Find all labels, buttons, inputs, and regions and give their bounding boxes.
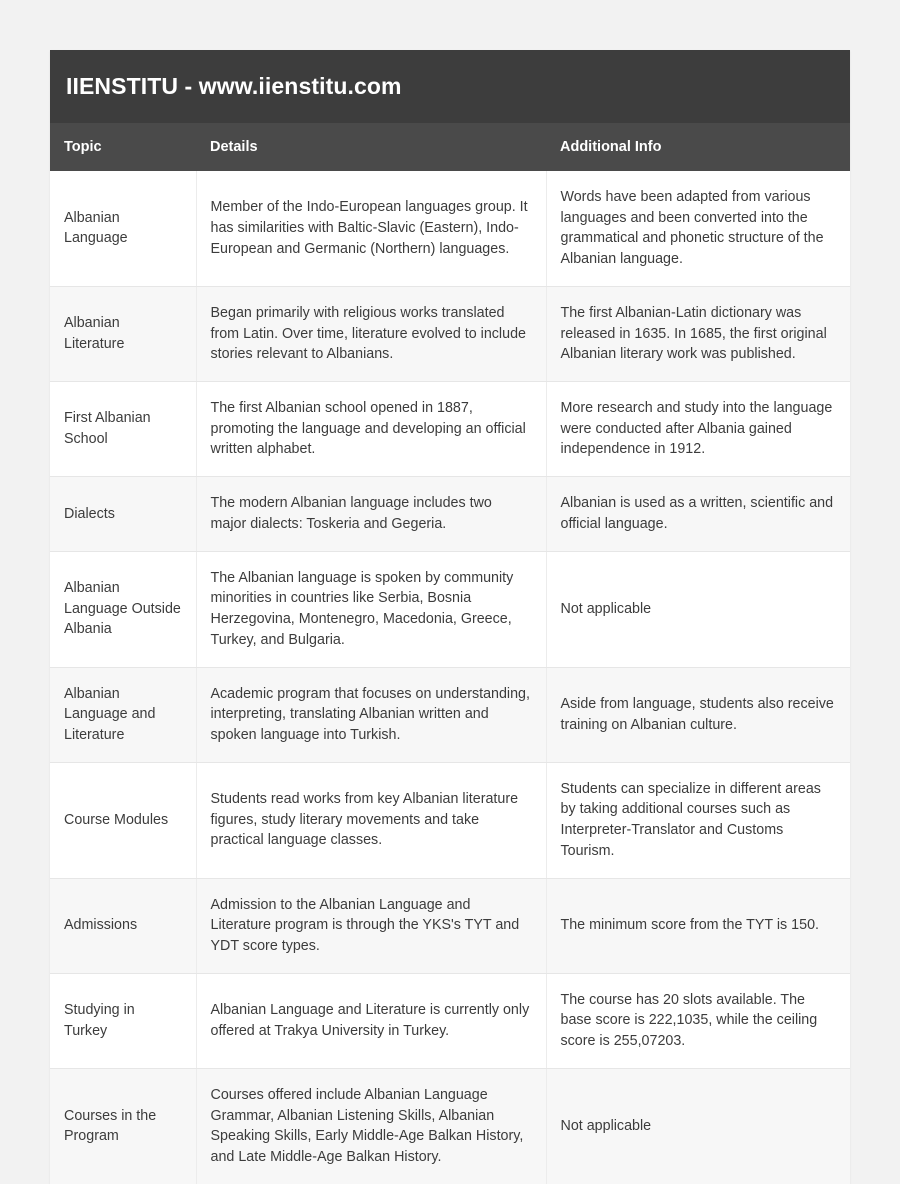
cell-additional-info: Students can specialize in different areas by taking additional courses such as Interpreter-Translator and Customs Tourism. bbox=[546, 762, 850, 878]
cell-additional-info: The course has 20 slots available. The base score is 222,1035, while the ceiling score is 255,07203. bbox=[546, 973, 850, 1068]
table-row bbox=[50, 286, 850, 381]
cell-additional-info: The minimum score from the TYT is 150. bbox=[546, 878, 850, 973]
info-card bbox=[50, 50, 850, 1184]
table-row bbox=[50, 551, 850, 667]
cell-topic: Courses in the Program bbox=[50, 1068, 196, 1183]
cell-details: The Albanian language is spoken by community minorities in countries like Serbia, Bosnia Herzegovina, Montenegro, Macedonia, Greece, Turkey, and Bulgaria. bbox=[196, 551, 546, 667]
cell-details: Member of the Indo-European languages group. It has similarities with Baltic-Slavic (Eastern), Indo-European and Germanic (Northern) languages. bbox=[196, 171, 546, 286]
cell-additional-info: Not applicable bbox=[546, 551, 850, 667]
table-row bbox=[50, 878, 850, 973]
cell-additional-info: Albanian is used as a written, scientific and official language. bbox=[546, 477, 850, 551]
cell-details: The first Albanian school opened in 1887, promoting the language and developing an official written alphabet. bbox=[196, 382, 546, 477]
table-row bbox=[50, 171, 850, 286]
table-row bbox=[50, 762, 850, 878]
cell-topic: Admissions bbox=[50, 878, 196, 973]
cell-additional-info: Aside from language, students also receive training on Albanian culture. bbox=[546, 667, 850, 762]
table-row bbox=[50, 477, 850, 551]
table-body bbox=[50, 171, 850, 1184]
cell-additional-info: More research and study into the language were conducted after Albania gained independence in 1912. bbox=[546, 382, 850, 477]
column-header-details: Details bbox=[196, 123, 546, 171]
cell-details: Courses offered include Albanian Language Grammar, Albanian Listening Skills, Albanian Speaking Skills, Early Middle-Age Balkan History, and Late Middle-Age Balkan History. bbox=[196, 1068, 546, 1183]
cell-topic: First Albanian School bbox=[50, 382, 196, 477]
cell-additional-info: Not applicable bbox=[546, 1068, 850, 1183]
cell-details: Students read works from key Albanian literature figures, study literary movements and take practical language classes. bbox=[196, 762, 546, 878]
table-header-row bbox=[50, 123, 850, 171]
cell-topic: Albanian Language and Literature bbox=[50, 667, 196, 762]
cell-topic: Studying in Turkey bbox=[50, 973, 196, 1068]
cell-topic: Albanian Language bbox=[50, 171, 196, 286]
cell-details: Academic program that focuses on understanding, interpreting, translating Albanian written and spoken language into Turkish. bbox=[196, 667, 546, 762]
cell-topic: Dialects bbox=[50, 477, 196, 551]
table-row bbox=[50, 1068, 850, 1183]
info-table bbox=[50, 123, 850, 1184]
cell-topic: Course Modules bbox=[50, 762, 196, 878]
column-header-topic: Topic bbox=[50, 123, 196, 171]
table-row bbox=[50, 382, 850, 477]
cell-topic: Albanian Language Outside Albania bbox=[50, 551, 196, 667]
table-row bbox=[50, 973, 850, 1068]
column-header-additional-info: Additional Info bbox=[546, 123, 850, 171]
cell-additional-info: The first Albanian-Latin dictionary was released in 1635. In 1685, the first original Albanian literary work was published. bbox=[546, 286, 850, 381]
cell-details: The modern Albanian language includes two major dialects: Toskeria and Gegeria. bbox=[196, 477, 546, 551]
cell-additional-info: Words have been adapted from various languages and been converted into the grammatical and phonetic structure of the Albanian language. bbox=[546, 171, 850, 286]
card-header-title: IIENSTITU - www.iienstitu.com bbox=[50, 50, 850, 123]
table-head bbox=[50, 123, 850, 171]
cell-details: Albanian Language and Literature is currently only offered at Trakya University in Turkey. bbox=[196, 973, 546, 1068]
cell-topic: Albanian Literature bbox=[50, 286, 196, 381]
cell-details: Began primarily with religious works translated from Latin. Over time, literature evolved to include stories relevant to Albanians. bbox=[196, 286, 546, 381]
table-row bbox=[50, 667, 850, 762]
cell-details: Admission to the Albanian Language and Literature program is through the YKS's TYT and YDT score types. bbox=[196, 878, 546, 973]
